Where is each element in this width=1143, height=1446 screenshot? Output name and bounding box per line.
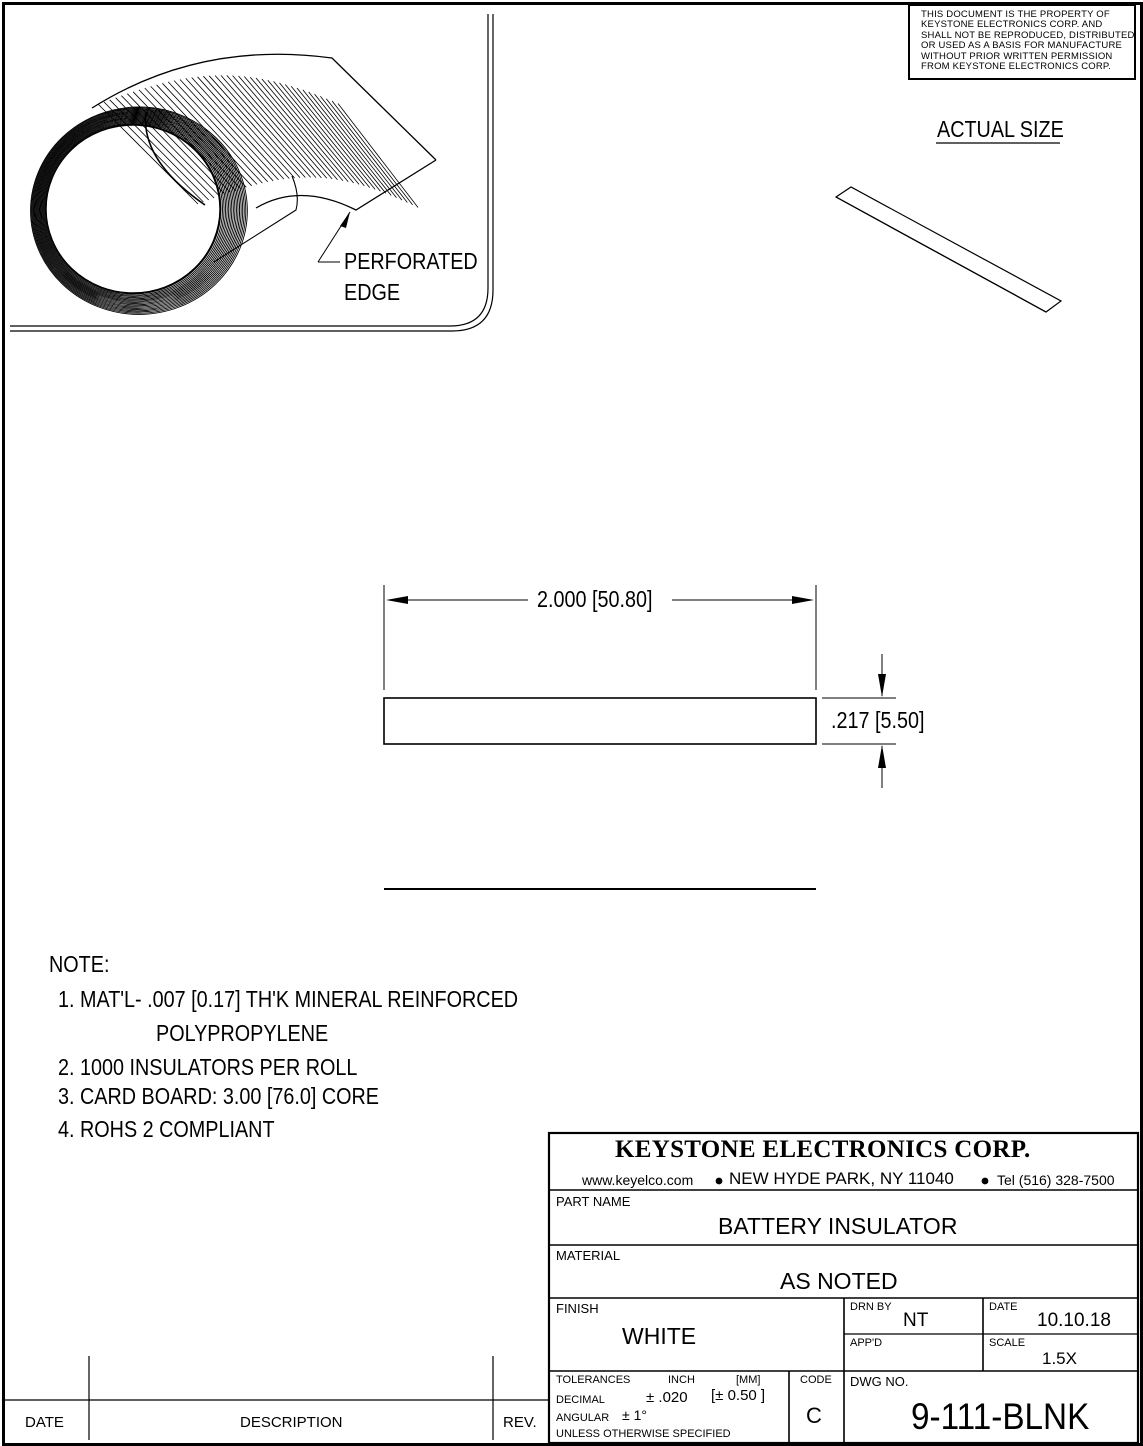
inch-label: INCH: [668, 1374, 695, 1386]
note-item: POLYPROPYLENE: [156, 1020, 329, 1046]
note-item: 3. CARD BOARD: 3.00 [76.0] CORE: [58, 1083, 379, 1109]
notice-line: THIS DOCUMENT IS THE PROPERTY OF: [921, 9, 1110, 20]
decimal-label: DECIMAL: [556, 1394, 605, 1406]
scale-label: SCALE: [989, 1337, 1026, 1349]
scale-value: 1.5X: [1042, 1349, 1077, 1368]
company-name: KEYSTONE ELECTRONICS CORP.: [615, 1136, 1031, 1163]
part-view: [384, 585, 896, 889]
notice-line: WITHOUT PRIOR WRITTEN PERMISSION: [921, 50, 1113, 62]
appd-label: APP'D: [850, 1337, 883, 1349]
length-dimension: 2.000 [50.80]: [537, 586, 653, 612]
notice-line: SHALL NOT BE REPRODUCED, DISTRIBUTED: [921, 29, 1135, 41]
code-value: C: [806, 1403, 822, 1428]
revision-rev-label: REV.: [503, 1414, 537, 1431]
actual-size-label: ACTUAL SIZE: [937, 116, 1064, 142]
finish-value: WHITE: [622, 1323, 697, 1349]
dwg-no-label: DWG NO.: [850, 1374, 909, 1389]
revision-date-label: DATE: [25, 1414, 64, 1431]
callout-perforated: PERFORATED: [344, 248, 478, 274]
actual-size-strip: [836, 187, 1061, 312]
decimal-tolerance: ± .020: [646, 1389, 688, 1406]
notice-line: FROM KEYSTONE ELECTRONICS CORP.: [921, 61, 1112, 73]
company-address: NEW HYDE PARK, NY 11040: [729, 1169, 954, 1188]
mm-label: [MM]: [736, 1374, 761, 1386]
code-label: CODE: [800, 1374, 832, 1386]
finish-label: FINISH: [556, 1301, 599, 1316]
part-name-value: BATTERY INSULATOR: [718, 1213, 958, 1239]
decimal-tolerance-mm: [± 0.50 ]: [711, 1387, 766, 1404]
revision-description-label: DESCRIPTION: [240, 1414, 343, 1431]
dwg-no-value: 9-111-BLNK: [911, 1396, 1090, 1437]
company-phone: Tel (516) 328-7500: [997, 1172, 1115, 1188]
notes-heading: NOTE:: [49, 951, 110, 977]
company-website: www.keyelco.com: [582, 1172, 694, 1188]
drn-by-value: NT: [903, 1310, 929, 1331]
date-value: 10.10.18: [1037, 1310, 1111, 1331]
note-item: 4. ROHS 2 COMPLIANT: [58, 1116, 275, 1142]
roll-illustration: [31, 54, 436, 314]
note-item: 1. MAT'L- .007 [0.17] TH'K MINERAL REINFORCED: [58, 986, 519, 1012]
angular-label: ANGULAR: [556, 1412, 610, 1424]
date-label: DATE: [989, 1301, 1018, 1313]
notice-line: KEYSTONE ELECTRONICS CORP. AND: [921, 19, 1103, 31]
material-label: MATERIAL: [556, 1248, 621, 1263]
notice-line: OR USED AS A BASIS FOR MANUFACTURE: [921, 40, 1123, 52]
tolerances-label: TOLERANCES: [556, 1374, 631, 1386]
material-value: AS NOTED: [780, 1268, 898, 1294]
drn-by-label: DRN BY: [850, 1301, 892, 1313]
note-item: 2. 1000 INSULATORS PER ROLL: [58, 1054, 358, 1080]
unless-otherwise-label: UNLESS OTHERWISE SPECIFIED: [556, 1428, 731, 1440]
angular-tolerance: ± 1°: [622, 1407, 647, 1423]
callout-edge: EDGE: [344, 279, 401, 305]
width-dimension: .217 [5.50]: [831, 707, 925, 733]
part-name-label: PART NAME: [556, 1194, 631, 1209]
